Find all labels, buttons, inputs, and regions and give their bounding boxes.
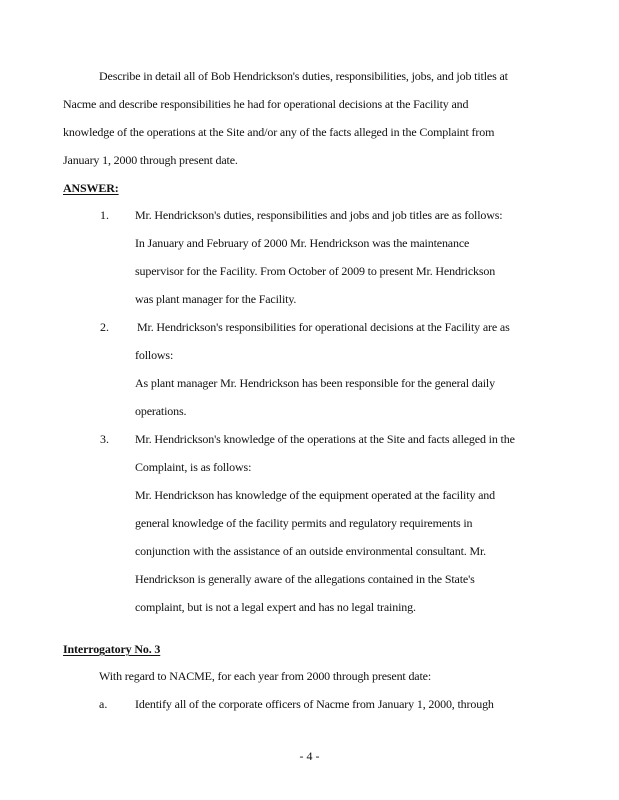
interrogatory-intro: With regard to NACME, for each year from 2000 through present date: <box>99 669 432 683</box>
interrogatory-item-letter: a. <box>99 697 108 711</box>
intro-line-3: knowledge of the operations at the Site and/or any of the facts alleged in the Complaint from <box>63 125 495 139</box>
answer-item-2-line-2: follows: <box>135 348 174 362</box>
answer-item-3-line-2: Complaint, is as follows: <box>135 460 252 474</box>
answer-item-2-line-3: As plant manager Mr. Hendrickson has been responsible for the general daily <box>135 376 495 390</box>
answer-item-3-line-4: general knowledge of the facility permits and regulatory requirements in <box>135 516 473 530</box>
answer-item-2-line-4: operations. <box>135 404 187 418</box>
answer-item-3-line-1: Mr. Hendrickson's knowledge of the operations at the Site and facts alleged in the <box>135 432 515 446</box>
answer-item-3-line-7: complaint, but is not a legal expert and has no legal training. <box>135 600 416 614</box>
intro-line-4: January 1, 2000 through present date. <box>63 153 238 167</box>
answer-item-3-line-6: Hendrickson is generally aware of the allegations contained in the State's <box>135 572 475 586</box>
answer-heading: ANSWER: <box>63 181 119 195</box>
answer-item-2-line-1: Mr. Hendrickson's responsibilities for operational decisions at the Facility are as <box>137 320 510 334</box>
answer-item-1-line-4: was plant manager for the Facility. <box>135 292 297 306</box>
interrogatory-heading: Interrogatory No. 3 <box>63 642 161 656</box>
answer-item-3-line-5: conjunction with the assistance of an outside environmental consultant. Mr. <box>135 544 487 558</box>
answer-item-1-line-2: In January and February of 2000 Mr. Hendrickson was the maintenance <box>135 236 470 250</box>
answer-item-1-line-1: Mr. Hendrickson's duties, responsibilities and jobs and job titles are as follows: <box>135 208 503 222</box>
answer-item-number: 1. <box>100 208 109 222</box>
answer-item-1-line-3: supervisor for the Facility. From October of 2009 to present Mr. Hendrickson <box>135 264 496 278</box>
page-number: - 4 - <box>299 749 320 763</box>
intro-line-2: Nacme and describe responsibilities he had for operational decisions at the Facility and <box>63 97 469 111</box>
intro-line-1: Describe in detail all of Bob Hendrickson's duties, responsibilities, jobs, and job titles at <box>99 69 508 83</box>
interrogatory-item-a-text: Identify all of the corporate officers of Nacme from January 1, 2000, through <box>135 697 494 711</box>
answer-item-number: 2. <box>100 320 109 334</box>
answer-item-number: 3. <box>100 432 109 446</box>
answer-item-3-line-3: Mr. Hendrickson has knowledge of the equipment operated at the facility and <box>135 488 495 502</box>
